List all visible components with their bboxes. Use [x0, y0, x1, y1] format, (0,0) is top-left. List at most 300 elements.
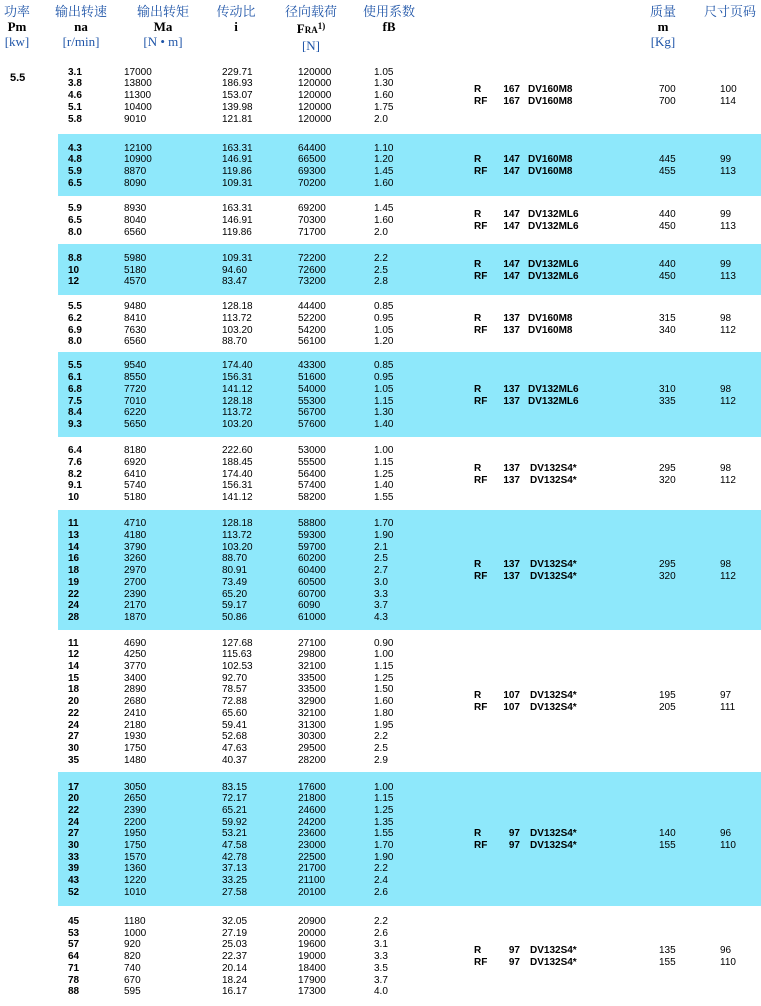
ratio-column	[222, 253, 253, 288]
service-factor-column-cell: 1.15	[374, 661, 394, 673]
ratio-column-cell: 109.31	[222, 177, 253, 189]
motor-column	[528, 384, 579, 407]
torque-column-cell: 8550	[124, 372, 147, 384]
torque-column-cell: 1950	[124, 828, 147, 840]
motor-column-cell: DV132ML6	[528, 395, 579, 407]
ratio-column-cell: 163.31	[222, 203, 253, 215]
service-factor-column	[374, 518, 393, 623]
header-power-label: 功率	[3, 4, 30, 19]
page-column-cell: 97	[720, 690, 732, 702]
speed-column-cell: 18	[68, 684, 80, 696]
torque-column-cell: 2180	[124, 719, 147, 731]
speed-column-cell: 20	[68, 793, 80, 805]
torque-column-cell: 3770	[124, 661, 147, 673]
torque-column-cell: 1480	[124, 754, 147, 766]
reducer-size-column-cell: 97	[508, 957, 520, 968]
radial-load-column-cell: 32900	[298, 696, 326, 708]
ratio-column-cell: 188.45	[222, 456, 253, 468]
radial-load-column-cell: 23600	[298, 828, 326, 840]
header-radial-label: 径向载荷	[284, 4, 337, 19]
torque-column	[124, 253, 146, 288]
torque-column-cell: 7630	[124, 324, 147, 336]
header-radial-unit: [N]	[301, 38, 321, 53]
radial-load-column-cell: 69200	[298, 203, 326, 215]
service-factor-column-cell: 2.4	[374, 875, 388, 887]
mass-column	[659, 945, 676, 968]
mass-column-cell: 315	[659, 312, 676, 324]
speed-column-cell: 6.1	[68, 372, 82, 384]
header-ratio-symbol: i	[234, 19, 238, 34]
radial-load-column	[298, 67, 331, 126]
page-column-cell: 113	[720, 166, 736, 177]
motor-column-cell: DV132S4*	[530, 474, 577, 486]
ratio-column-cell: 92.70	[222, 672, 248, 684]
speed-column-cell: 64	[68, 951, 80, 963]
radial-load-column-cell: 20100	[298, 886, 326, 898]
service-factor-column	[374, 445, 393, 504]
ratio-column	[222, 301, 253, 348]
service-factor-column-cell: 1.30	[374, 78, 394, 90]
mass-column-cell: 140	[659, 828, 676, 840]
ratio-column-cell: 59.17	[222, 600, 248, 612]
ratio-column-cell: 103.20	[222, 418, 253, 430]
speed-column-cell: 8.0	[68, 336, 82, 348]
header-service-label: 使用系数	[362, 4, 415, 19]
ratio-column-cell: 119.86	[222, 166, 252, 177]
service-factor-column-cell: 1.45	[374, 166, 394, 177]
mass-column	[659, 828, 676, 851]
torque-column-cell: 7010	[124, 395, 147, 407]
header-torque-unit: [N • m]	[143, 34, 183, 49]
reducer-size-column-cell: 147	[503, 166, 520, 177]
ratio-column-cell: 102.53	[222, 661, 253, 673]
ratio-column-cell: 153.07	[222, 90, 253, 102]
ratio-column-cell: 83.47	[222, 276, 248, 288]
ratio-column-cell: 139.98	[222, 101, 253, 113]
radial-load-column	[298, 782, 326, 899]
radial-load-column-cell: 120000	[298, 101, 332, 113]
service-factor-column-cell: 1.00	[374, 445, 394, 457]
reducer-type-column-cell: RF	[474, 166, 488, 177]
ratio-column-cell: 52.68	[222, 731, 248, 743]
motor-column-cell: DV132ML6	[528, 258, 579, 270]
motor-column	[528, 154, 572, 177]
reducer-type-column-cell: RF	[474, 221, 488, 232]
reducer-type-column-cell: R	[474, 383, 482, 395]
mass-column-cell: 295	[659, 462, 676, 474]
torque-column-cell: 1010	[124, 886, 147, 898]
service-factor-column-cell: 4.3	[374, 611, 388, 623]
motor-column	[528, 84, 572, 107]
service-factor-column-cell: 1.35	[374, 816, 394, 828]
service-factor-column-cell: 3.5	[374, 962, 388, 974]
page-column-cell: 113	[720, 221, 736, 232]
speed-column-cell: 22	[68, 804, 80, 816]
radial-load-column-cell: 22500	[298, 851, 326, 863]
service-factor-column-cell: 0.95	[374, 312, 394, 324]
radial-load-column-cell: 59300	[298, 530, 326, 542]
service-factor-column-cell: 1.25	[374, 804, 394, 816]
ratio-column-cell: 88.70	[222, 553, 248, 565]
reducer-size-column-cell: 147	[503, 154, 520, 166]
radial-load-column-cell: 32100	[298, 661, 326, 673]
ratio-column	[222, 782, 247, 899]
ratio-column-cell: 25.03	[222, 939, 248, 951]
radial-load-column-cell: 60400	[298, 565, 326, 577]
reducer-type-column-cell: R	[474, 462, 482, 474]
service-factor-column-cell: 1.60	[374, 215, 394, 227]
row-group	[58, 437, 761, 510]
torque-column-cell: 12100	[124, 142, 152, 154]
reducer-type-column-cell: RF	[474, 324, 488, 336]
radial-load-column-cell: 72600	[298, 264, 326, 276]
torque-column-cell: 5980	[124, 252, 147, 264]
page-column-cell: 114	[720, 96, 736, 107]
radial-load-column-cell: 53000	[298, 445, 326, 457]
service-factor-column	[374, 67, 393, 126]
row-group	[58, 510, 761, 630]
page-column-cell: 112	[720, 474, 736, 486]
page-column	[720, 463, 736, 486]
torque-column-cell: 2390	[124, 804, 147, 816]
page-column-cell: 112	[720, 571, 736, 582]
ratio-column-cell: 20.14	[222, 962, 248, 974]
service-factor-column-cell: 2.0	[374, 226, 388, 238]
torque-column-cell: 3050	[124, 781, 147, 793]
reducer-type-column-cell: R	[474, 84, 482, 96]
radial-load-column-cell: 61000	[298, 611, 326, 623]
torque-column-cell: 1360	[124, 863, 147, 875]
speed-column-cell: 8.0	[68, 226, 82, 238]
torque-column-cell: 1870	[124, 611, 147, 623]
reducer-type-column-cell: R	[474, 828, 482, 840]
mass-column	[659, 84, 676, 107]
mass-column-cell: 450	[659, 221, 676, 232]
service-factor-column-cell: 1.90	[374, 530, 394, 542]
page-column-cell: 98	[720, 383, 732, 395]
ratio-column-cell: 59.41	[222, 719, 248, 731]
page-column-cell: 98	[720, 312, 732, 324]
speed-column-cell: 6.5	[68, 215, 82, 227]
page-column	[720, 945, 736, 968]
radial-load-column-cell: 17600	[298, 781, 326, 793]
radial-load-column-cell: 71700	[298, 226, 326, 238]
motor-column-cell: DV132ML6	[528, 209, 579, 221]
speed-column-cell: 24	[68, 600, 80, 612]
radial-load-column-cell: 19600	[298, 939, 326, 951]
service-factor-column-cell: 2.1	[374, 541, 388, 553]
service-factor-column-cell: 1.20	[374, 154, 394, 166]
service-factor-column-cell: 1.30	[374, 407, 394, 419]
reducer-size-column	[496, 828, 520, 851]
radial-load-column-cell: 29500	[298, 742, 326, 754]
radial-load-column-cell: 20000	[298, 927, 326, 939]
service-factor-column-cell: 2.0	[374, 113, 388, 125]
ratio-column-cell: 127.68	[222, 637, 253, 649]
speed-column-cell: 7.6	[68, 456, 82, 468]
radial-load-column-cell: 51600	[298, 372, 326, 384]
speed-column-cell: 78	[68, 974, 80, 986]
row-group	[58, 772, 761, 906]
radial-load-column-cell: 120000	[298, 78, 332, 90]
torque-column-cell: 1750	[124, 840, 147, 852]
speed-column	[68, 67, 82, 126]
ratio-column-cell: 141.12	[222, 383, 253, 395]
reducer-type-column-cell: R	[474, 154, 482, 166]
speed-column-cell: 6.2	[68, 312, 82, 324]
radial-load-column-cell: 52200	[298, 312, 326, 324]
torque-column-cell: 4250	[124, 649, 147, 661]
speed-column-cell: 4.6	[68, 90, 82, 102]
torque-column-cell: 5180	[124, 264, 147, 276]
ratio-column-cell: 88.70	[222, 336, 248, 348]
reducer-size-column-cell: 137	[503, 395, 520, 407]
speed-column-cell: 7.5	[68, 395, 82, 407]
service-factor-column-cell: 1.60	[374, 696, 394, 708]
service-factor-column-cell: 1.75	[374, 101, 394, 113]
ratio-column-cell: 128.18	[222, 518, 253, 530]
header-radial-symbol-main: F	[296, 21, 305, 36]
reducer-size-column	[496, 559, 520, 582]
torque-column-cell: 3790	[124, 541, 147, 553]
mass-column-cell: 440	[659, 209, 676, 221]
torque-column	[124, 360, 146, 430]
ratio-column-cell: 121.81	[222, 113, 253, 125]
mass-column-cell: 295	[659, 559, 676, 571]
speed-column-cell: 27	[68, 828, 80, 840]
torque-column-cell: 8930	[124, 203, 147, 215]
ratio-column-cell: 174.40	[222, 360, 253, 372]
ratio-column-cell: 73.49	[222, 576, 248, 588]
torque-column-cell: 4690	[124, 637, 147, 649]
radial-load-column	[298, 445, 326, 504]
speed-column-cell: 20	[68, 696, 80, 708]
speed-column	[68, 518, 79, 623]
radial-load-column-cell: 24600	[298, 804, 326, 816]
torque-column-cell: 9480	[124, 301, 147, 313]
motor-column-cell: DV160M8	[528, 312, 573, 324]
radial-load-column-cell: 120000	[298, 113, 332, 125]
row-group	[58, 196, 761, 244]
speed-column-cell: 88	[68, 986, 80, 998]
service-factor-column	[374, 916, 388, 998]
reducer-size-column-cell: 107	[503, 690, 520, 702]
ratio-column-cell: 113.72	[222, 407, 252, 419]
torque-column-cell: 8870	[124, 166, 147, 177]
torque-column-cell: 920	[124, 939, 141, 951]
page-column-cell: 100	[720, 84, 737, 96]
service-factor-column-cell: 2.6	[374, 927, 388, 939]
torque-column-cell: 2700	[124, 576, 147, 588]
reducer-size-column	[496, 690, 520, 713]
speed-column-cell: 5.1	[68, 101, 82, 113]
service-factor-column-cell: 1.25	[374, 672, 394, 684]
ratio-column	[222, 360, 253, 430]
speed-column-cell: 28	[68, 611, 80, 623]
radial-load-column-cell: 120000	[298, 66, 332, 78]
radial-load-column-cell: 54000	[298, 383, 326, 395]
torque-column-cell: 820	[124, 951, 141, 963]
ratio-column	[222, 916, 247, 998]
row-group	[58, 630, 761, 772]
torque-column-cell: 740	[124, 962, 141, 974]
service-factor-column-cell: 2.5	[374, 264, 388, 276]
radial-load-column-cell: 32100	[298, 707, 326, 719]
speed-column-cell: 12	[68, 649, 80, 661]
reducer-type-column-cell: RF	[474, 96, 488, 107]
reducer-type-column	[474, 259, 487, 282]
speed-column	[68, 301, 82, 348]
speed-column-cell: 5.8	[68, 113, 82, 125]
mass-column-cell: 445	[659, 154, 676, 166]
motor-column-cell: DV132S4*	[530, 571, 577, 582]
row-group	[58, 134, 761, 196]
ratio-column-cell: 22.37	[222, 951, 248, 963]
header-mass-label: 质量	[649, 4, 676, 19]
radial-load-column	[298, 253, 326, 288]
motor-column-cell: DV132S4*	[530, 690, 577, 702]
motor-column-cell: DV160M8	[528, 324, 573, 336]
ratio-column-cell: 47.58	[222, 840, 248, 852]
page-column-cell: 112	[720, 324, 736, 336]
page-column-cell: 98	[720, 559, 732, 571]
torque-column-cell: 17000	[124, 66, 152, 78]
torque-column-cell: 6560	[124, 336, 147, 348]
speed-column-cell: 16	[68, 553, 80, 565]
service-factor-column-cell: 1.45	[374, 203, 394, 215]
torque-column-cell: 2970	[124, 565, 147, 577]
torque-column-cell: 10900	[124, 154, 152, 166]
reducer-size-column-cell: 97	[508, 945, 520, 957]
torque-column-cell: 2170	[124, 600, 147, 612]
radial-load-column-cell: 54200	[298, 324, 326, 336]
ratio-column-cell: 50.86	[222, 611, 248, 623]
service-factor-column-cell: 2.6	[374, 886, 388, 898]
reducer-type-column-cell: R	[474, 258, 482, 270]
ratio-column-cell: 113.72	[222, 530, 252, 542]
speed-column-cell: 12	[68, 276, 80, 288]
header-mass-symbol: m	[657, 19, 669, 34]
reducer-type-column-cell: RF	[474, 702, 488, 713]
reducer-type-column	[474, 384, 487, 407]
reducer-type-column-cell: R	[474, 945, 482, 957]
radial-load-column-cell: 73200	[298, 276, 326, 288]
reducer-size-column	[496, 259, 520, 282]
speed-column-cell: 27	[68, 731, 80, 743]
radial-load-column-cell: 60500	[298, 576, 326, 588]
service-factor-column-cell: 1.40	[374, 418, 394, 430]
motor-column	[528, 259, 579, 282]
service-factor-column	[374, 203, 393, 238]
torque-column	[124, 445, 146, 504]
page-column	[720, 209, 736, 232]
radial-load-column-cell: 57600	[298, 418, 326, 430]
service-factor-column-cell: 2.7	[374, 565, 388, 577]
page-column-cell: 110	[720, 840, 736, 851]
page-column-cell: 110	[720, 957, 736, 968]
row-group	[58, 244, 761, 295]
torque-column-cell: 2890	[124, 684, 147, 696]
service-factor-column-cell: 2.2	[374, 863, 388, 875]
speed-column-cell: 57	[68, 939, 80, 951]
ratio-column-cell: 141.12	[222, 492, 253, 504]
radial-load-column-cell: 55300	[298, 395, 326, 407]
radial-load-column-cell: 70300	[298, 215, 326, 227]
motor-column-cell: DV160M8	[528, 84, 573, 96]
mass-column	[659, 209, 676, 232]
ratio-column-cell: 72.17	[222, 793, 248, 805]
radial-load-column-cell: 30300	[298, 731, 326, 743]
ratio-column	[222, 67, 253, 126]
speed-column-cell: 33	[68, 851, 80, 863]
page-column-cell: 99	[720, 258, 732, 270]
reducer-type-column-cell: RF	[474, 571, 488, 582]
service-factor-column-cell: 3.7	[374, 974, 388, 986]
torque-column-cell: 1930	[124, 731, 147, 743]
ratio-column-cell: 65.60	[222, 707, 248, 719]
radial-load-column	[298, 638, 326, 767]
speed-column-cell: 18	[68, 565, 80, 577]
radial-load-column-cell: 43300	[298, 360, 326, 372]
service-factor-column-cell: 1.55	[374, 492, 394, 504]
reducer-size-column-cell: 167	[503, 96, 520, 107]
torque-column-cell: 6560	[124, 226, 147, 238]
radial-load-column-cell: 21700	[298, 863, 326, 875]
header-mass-unit: [Kg]	[650, 34, 676, 49]
speed-column-cell: 9.1	[68, 480, 82, 492]
reducer-size-column	[496, 84, 520, 107]
radial-load-column-cell: 33500	[298, 672, 326, 684]
radial-load-column-cell: 58800	[298, 518, 326, 530]
motor-column-cell: DV160M8	[528, 154, 573, 166]
reducer-type-column-cell: RF	[474, 474, 488, 486]
reducer-type-column-cell: RF	[474, 395, 488, 407]
service-factor-column-cell: 4.0	[374, 986, 388, 998]
motor-column	[530, 690, 577, 713]
motor-column-cell: DV132S4*	[530, 702, 577, 713]
torque-column-cell: 1570	[124, 851, 147, 863]
radial-load-column	[298, 301, 326, 348]
speed-column	[68, 445, 82, 504]
page-column	[720, 384, 736, 407]
speed-column-cell: 11	[68, 637, 79, 649]
ratio-column-cell: 94.60	[222, 264, 248, 276]
header-service-symbol: fB	[382, 19, 396, 34]
ratio-column-cell: 103.20	[222, 541, 253, 553]
row-group	[58, 352, 761, 437]
torque-column	[124, 203, 146, 238]
reducer-type-column	[474, 209, 487, 232]
reducer-size-column-cell: 137	[503, 559, 520, 571]
reducer-size-column-cell: 137	[503, 383, 520, 395]
radial-load-column-cell: 21100	[298, 875, 326, 887]
ratio-column-cell: 72.88	[222, 696, 248, 708]
ratio-column	[222, 518, 253, 623]
service-factor-column	[374, 143, 393, 190]
reducer-type-column-cell: R	[474, 312, 482, 324]
ratio-column-cell: 156.31	[222, 480, 253, 492]
torque-column-cell: 1750	[124, 742, 147, 754]
motor-column-cell: DV132S4*	[530, 559, 577, 571]
torque-column	[124, 518, 146, 623]
torque-column-cell: 8180	[124, 445, 147, 457]
service-factor-column	[374, 782, 393, 899]
reducer-size-column	[496, 313, 520, 336]
service-factor-column-cell: 1.60	[374, 90, 394, 102]
torque-column-cell: 1180	[124, 916, 146, 928]
service-factor-column-cell: 3.0	[374, 576, 388, 588]
radial-load-column-cell: 24200	[298, 816, 326, 828]
